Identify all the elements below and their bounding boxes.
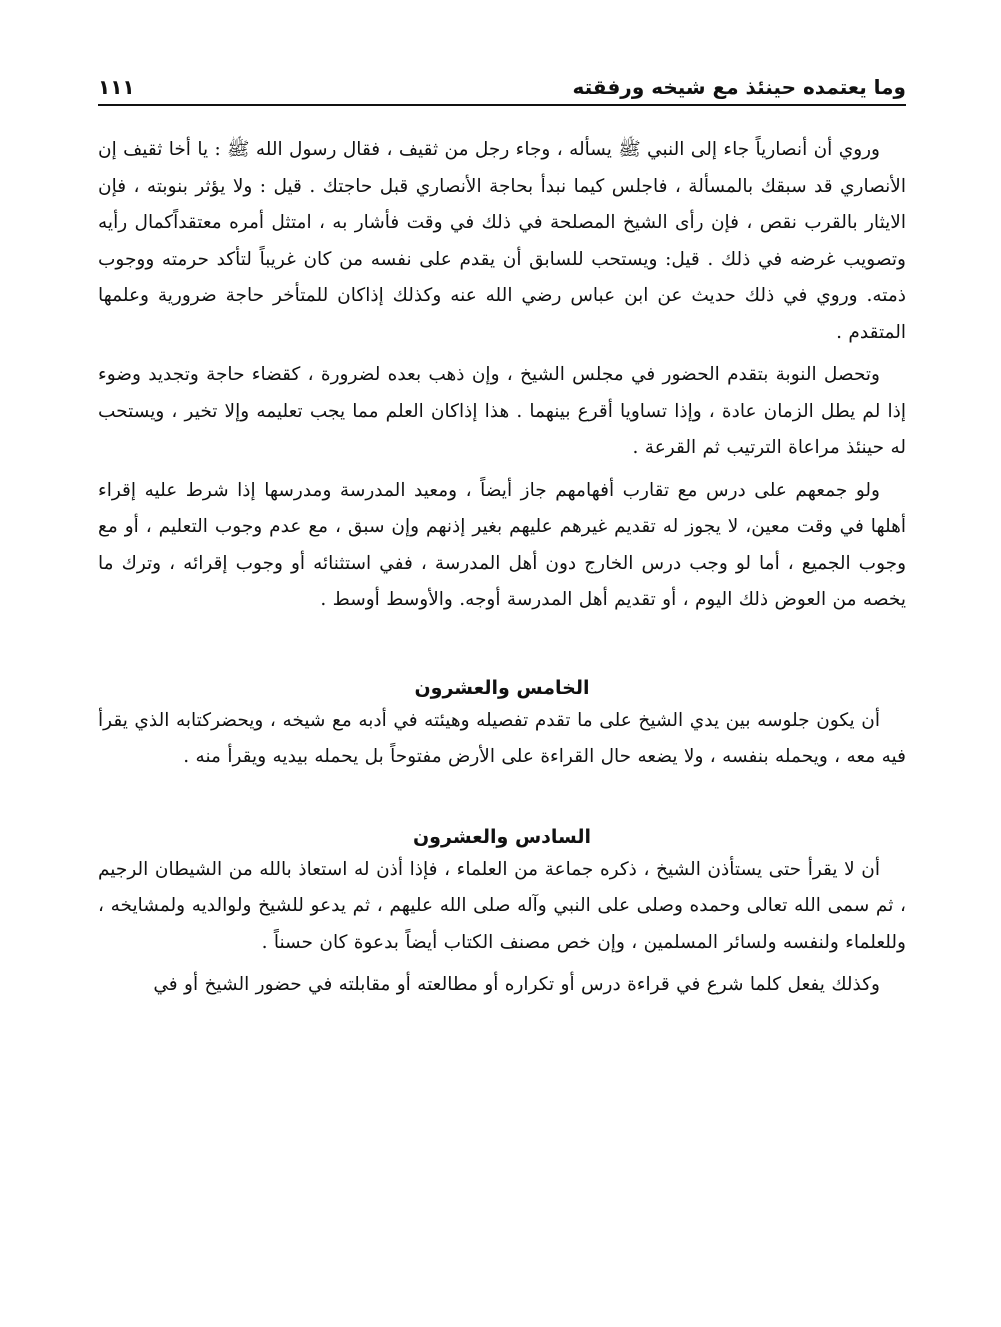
section-spacer — [98, 625, 906, 673]
paragraph-turn-order: وتحصل النوبة بتقدم الحضور في مجلس الشيخ ، وإن ذهب بعده لضرورة ، كقضاء حاجة وتجديد وضوء إذا لم يطل الزمان عادة ، وإذا تساويا أقرع بينهما . هذا إذاكان العلم مما يجب تعليمه وإلا تخير ، ويستحب له حينئذ مراعاة الترتيب ثم القرعة . — [98, 364, 906, 458]
section-25-text: أن يكون جلوسه بين يدي الشيخ على ما تقدم تفصيله وهيئته في أدبه مع شيخه ، ويحضركتابه الذي يقرأ فيه معه ، ويحمله بنفسه ، ولا يضعه حال القراءة على الأرض مفتوحاً بل يحمله بيديه ويقرأ منه . — [98, 709, 906, 767]
page-number: ١١١ — [98, 75, 135, 99]
section-heading-25: الخامس والعشرون — [414, 676, 590, 699]
section-spacer — [98, 782, 906, 822]
section-26-continuation: وكذلك يفعل كلما شرع في قراءة درس أو تكراره أو مطالعته أو مقابلته في حضور الشيخ أو في — [153, 974, 880, 995]
book-page — [98, 62, 906, 1312]
page-header — [98, 62, 906, 106]
section-26-text: أن لا يقرأ حتى يستأذن الشيخ ، ذكره جماعة من العلماء ، فإذا أذن له استعاذ بالله من الشيطان الرجيم ، ثم سمى الله تعالى وحمده وصلى على النبي وآله صلى الله عليهم ، ثم يدعو للشيخ ولوالديه ولمشايخه ، وللعلماء ولنفسه ولسائر المسلمين ، وإن خص مصنف الكتاب أيضاً بدعوة كان حسناً . — [98, 858, 906, 953]
paragraph-ansari-hadith: وروي أن أنصارياً جاء إلى النبي ﷺ يسأله ، وجاء رجل من ثقيف ، فقال رسول الله ﷺ : يا أخا ثقيف إن الأنصاري قد سبقك بالمسألة ، فاجلس كيما نبدأ بحاجة الأنصاري قبل حاجتك . قيل : ولا يؤثر بنوبته ، فإن الايثار بالقرب نقص ، فإن رأى الشيخ المصلحة في ذلك في وقت فأشار به ، امتثل أمره معتقداًكمال رأيه وتصويب غرضه في ذلك . قيل: ويستحب للسابق أن يقدم على نفسه من كان غريباً لتأكد حرمته ووجوب ذمته. وروي في ذلك حديث عن ابن عباس رضي الله عنه وكذلك إذاكان للمتأخر حاجة ضرورية وعلمها المتقدم . — [98, 139, 906, 343]
running-title: وما يعتمده حينئذ مع شيخه ورفقته — [572, 75, 906, 99]
paragraph-madrasa-teaching: ولو جمعهم على درس مع تقارب أفهامهم جاز أيضاً ، ومعيد المدرسة ومدرسها إذا شرط عليه إقراء أهلها في وقت معين، لا يجوز له تقديم غيرهم عليهم بغير إذنهم وإن سبق ، مع عدم وجوب التعليم ، أو مع وجوب الجميع ، أما لو وجب درس الخارج دون أهل المدرسة ، ففي استثنائه أو وجوب إقرائه ، وترك ما يخصه من العوض ذلك اليوم ، أو تقديم أهل المدرسة أوجه. والأوسط أوسط . — [98, 479, 906, 610]
page-body — [98, 132, 906, 1004]
section-heading-26: السادس والعشرون — [412, 825, 592, 848]
